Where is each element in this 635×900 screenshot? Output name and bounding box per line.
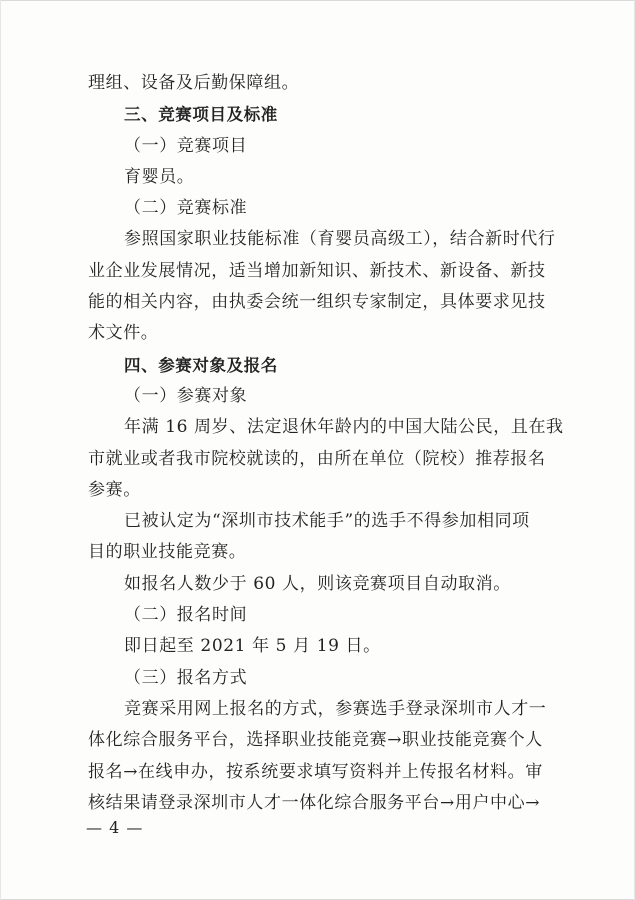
paragraph-line: 报名→在线申办，按系统要求填写资料并上传报名材料。审 <box>88 761 543 782</box>
paragraph-line: 参照国家职业技能标准（育婴员高级工），结合新时代行 <box>124 229 556 250</box>
paragraph-line: 理组、设备及后勤保障组。 <box>88 73 300 93</box>
paragraph-line: 核结果请登录深圳市人才一体化综合服务平台→用户中心→ <box>88 792 541 813</box>
paragraph-line: 竞赛采用网上报名的方式，参赛选手登录深圳市人才一 <box>124 698 547 719</box>
document-body <box>88 68 564 819</box>
paragraph-line: 已被认定为“深圳市技术能手”的选手不得参加相同项 <box>124 511 530 532</box>
section-heading-3: 三、竞赛项目及标准 <box>124 105 278 125</box>
paragraph-line: 业企业发展情况，适当增加新知识、新技术、新设备、新技 <box>88 260 546 281</box>
paragraph-line: 体化综合服务平台，选择职业技能竞赛→职业技能竞赛个人 <box>88 730 543 751</box>
subheading-participants: （一）参赛对象 <box>124 385 248 406</box>
paragraph-line: 参赛。 <box>88 479 141 500</box>
paragraph-line: 能的相关内容，由执委会统一组织专家制定，具体要求见技 <box>88 292 546 313</box>
subheading-registration-method: （三）报名方式 <box>124 667 248 688</box>
subheading-competition-standard: （二）竞赛标准 <box>124 198 248 219</box>
paragraph-line: 如报名人数少于 60 人，则该竞赛项目自动取消。 <box>124 573 511 594</box>
paragraph-line: 育婴员。 <box>124 166 195 187</box>
paragraph-line: 年满 16 周岁、法定退休年龄内的中国大陆公民，且在我 <box>124 417 564 438</box>
subheading-registration-time: （二）报名时间 <box>124 605 248 626</box>
paragraph-line: 即日起至 2021 年 5 月 19 日。 <box>124 636 381 657</box>
paragraph-line: 市就业或者我市院校就读的，由所在单位（院校）推荐报名 <box>88 448 546 469</box>
page-left-edge <box>0 0 1 900</box>
subheading-competition-item: （一）竞赛项目 <box>124 135 248 156</box>
section-heading-4: 四、参赛对象及报名 <box>124 355 278 375</box>
paragraph-line: 目的职业技能竞赛。 <box>88 542 247 563</box>
page-number: — 4 — <box>86 818 144 837</box>
paragraph-line: 术文件。 <box>88 323 159 344</box>
